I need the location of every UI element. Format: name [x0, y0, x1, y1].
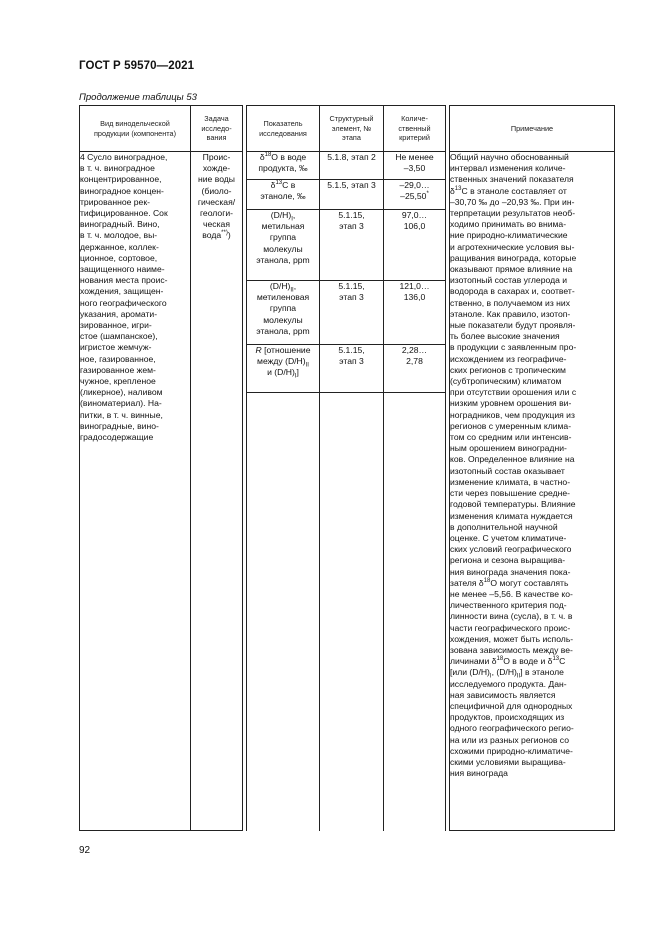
column-header-task: Задача исследо-вания: [191, 106, 243, 152]
indicator-text: C в этаноле, ‰: [260, 180, 306, 202]
criterion-cell: 121,0… 136,0: [384, 281, 446, 345]
table-continuation-caption: Продолжение таблицы 53: [79, 92, 197, 103]
empty-cell: [247, 393, 320, 831]
document-title: ГОСТ Р 59570—2021: [79, 60, 195, 72]
table-row: [80, 152, 615, 180]
indicator-text: O в воде продукта, ‰: [258, 152, 308, 174]
task-cell: Проис- хожде- ние воды (биоло- гическая/ геологи- ческая вода**)): [191, 152, 243, 831]
column-header-structural-element: Структурный элемент, № этапа: [320, 106, 384, 152]
indicator-cell: $(D/H)_I$, метильная группа молекулы этанола, ppm: [247, 210, 320, 281]
indicator-text: , метиленовая группа молекулы этанола, ppm: [256, 281, 310, 336]
indicator-cell: $(D/H)_{II}$, метиленовая группа молекулы этанола, ppm: [247, 281, 320, 345]
note-cell: Общий научно обоснованный интервал изменения количе- ственных значений показателя $\delta^{13}C$ в этаноле составляет от –30,70 ‰ до –20,93 ‰. При ин- терпретации результатов необ- ходимо принимать во внима- ние природно-климатические и агротехнические условия вы- ращивания винограда, которые оказывают прямое влияние на изотопный состав углерода и водорода в сахарах и, соответ- ственно, в получаемом из них этаноле. Как правило, изотоп- ные показатели будут проявля- ть более высокие значения в продукции с заявленным про- исхождением из географиче- ских регионов с тропическим (субтропическим) климатом при отсутствии орошения или с низким уровнем орошения ви- ноградников, чем продукция из регионов с умеренным клима- том со средним или интенсив- ным орошением виноградни- ков. Определенное влияние на изотопный состав оказывает изменение климата, в частно- сти через повышение средне- годовой температуры. Влияние изменения климата нуждается в дополнительной научной оценке. С учетом климатиче- ских условий географического региона и сезона выращива- ния винограда значения пока- зателя $\delta^{18}O$ могут составлять не менее –5,56. В качестве ко- личественного критерия под- линности вина (сусла), в т. ч. в части географического проис- хождения, может быть исполь- зована зависимость между ве- личинами $\delta^{18}O$ в воде и $\delta^{13}C$ [или $(D/H)_I$, $(D/H)_{II}$] в этаноле исследуемого продукта. Дан- ная зависимость является специфичной для однородных продуктов, происходящих из одного географического регио- на или из разных регионов со схожими природно-климатиче- скими условиями выращива- ния винограда: [450, 152, 615, 831]
indicator-cell: $\delta^{13}C$ в этаноле, ‰: [247, 180, 320, 210]
task-footnote-mark: **): [221, 230, 228, 237]
structural-element-cell: 5.1.8, этап 2: [320, 152, 384, 180]
specification-table: [79, 105, 615, 831]
indicator-cell: $\delta^{18}O$ в воде продукта, ‰: [247, 152, 320, 180]
table-header-row: [80, 106, 615, 152]
column-header-product: Вид винодельческой продукции (компонента): [80, 106, 191, 152]
indicator-text: , метильная группа молекулы этанола, ppm: [256, 210, 310, 265]
structural-element-cell: 5.1.5, этап 3: [320, 180, 384, 210]
structural-element-cell: 5.1.15, этап 3: [320, 281, 384, 345]
criterion-cell: Не менее –3,50: [384, 152, 446, 180]
criterion-cell: 97,0… 106,0: [384, 210, 446, 281]
empty-cell: [384, 393, 446, 831]
column-header-note: Примечание: [450, 106, 615, 152]
column-header-criterion: Количе-ственный критерий: [384, 106, 446, 152]
criterion-cell: 2,28… 2,78: [384, 345, 446, 393]
task-text: Проис- хожде- ние воды (биоло- гическая/ геологи- ческая вода: [197, 152, 236, 241]
product-cell: [80, 152, 191, 831]
structural-element-cell: 5.1.15, этап 3: [320, 210, 384, 281]
criterion-footnote-mark: *: [426, 191, 429, 198]
column-header-indicator: Показатель исследования: [247, 106, 320, 152]
empty-cell: [320, 393, 384, 831]
indicator-cell: R [отношение между $(D/H)_{II}$ и $(D/H)_I$]: [247, 345, 320, 393]
page-number: 92: [79, 845, 91, 856]
criterion-cell: –29,0… –25,50*: [384, 180, 446, 210]
structural-element-cell: 5.1.15, этап 3: [320, 345, 384, 393]
product-text: 4 Сусло виноградное, в т. ч. виноградное концентрированное, виноградное концен- трированное рек- тифицированное. Сок виноградный. Вино, в т. ч. молодое, вы- держанное, коллек- ционное, сортовое, защищенного наиме- нования места проис- хождения, защищен- ного географического указания, аромати- зированное, игри- стое (шампанское), игристое жемчуж- ное, газированное, газированное жем- чужное, крепленое (ликерное), наливом (виноматериал). На- питки, в т. ч. винные, виноградные, вино- градосодержащие: [80, 152, 168, 443]
